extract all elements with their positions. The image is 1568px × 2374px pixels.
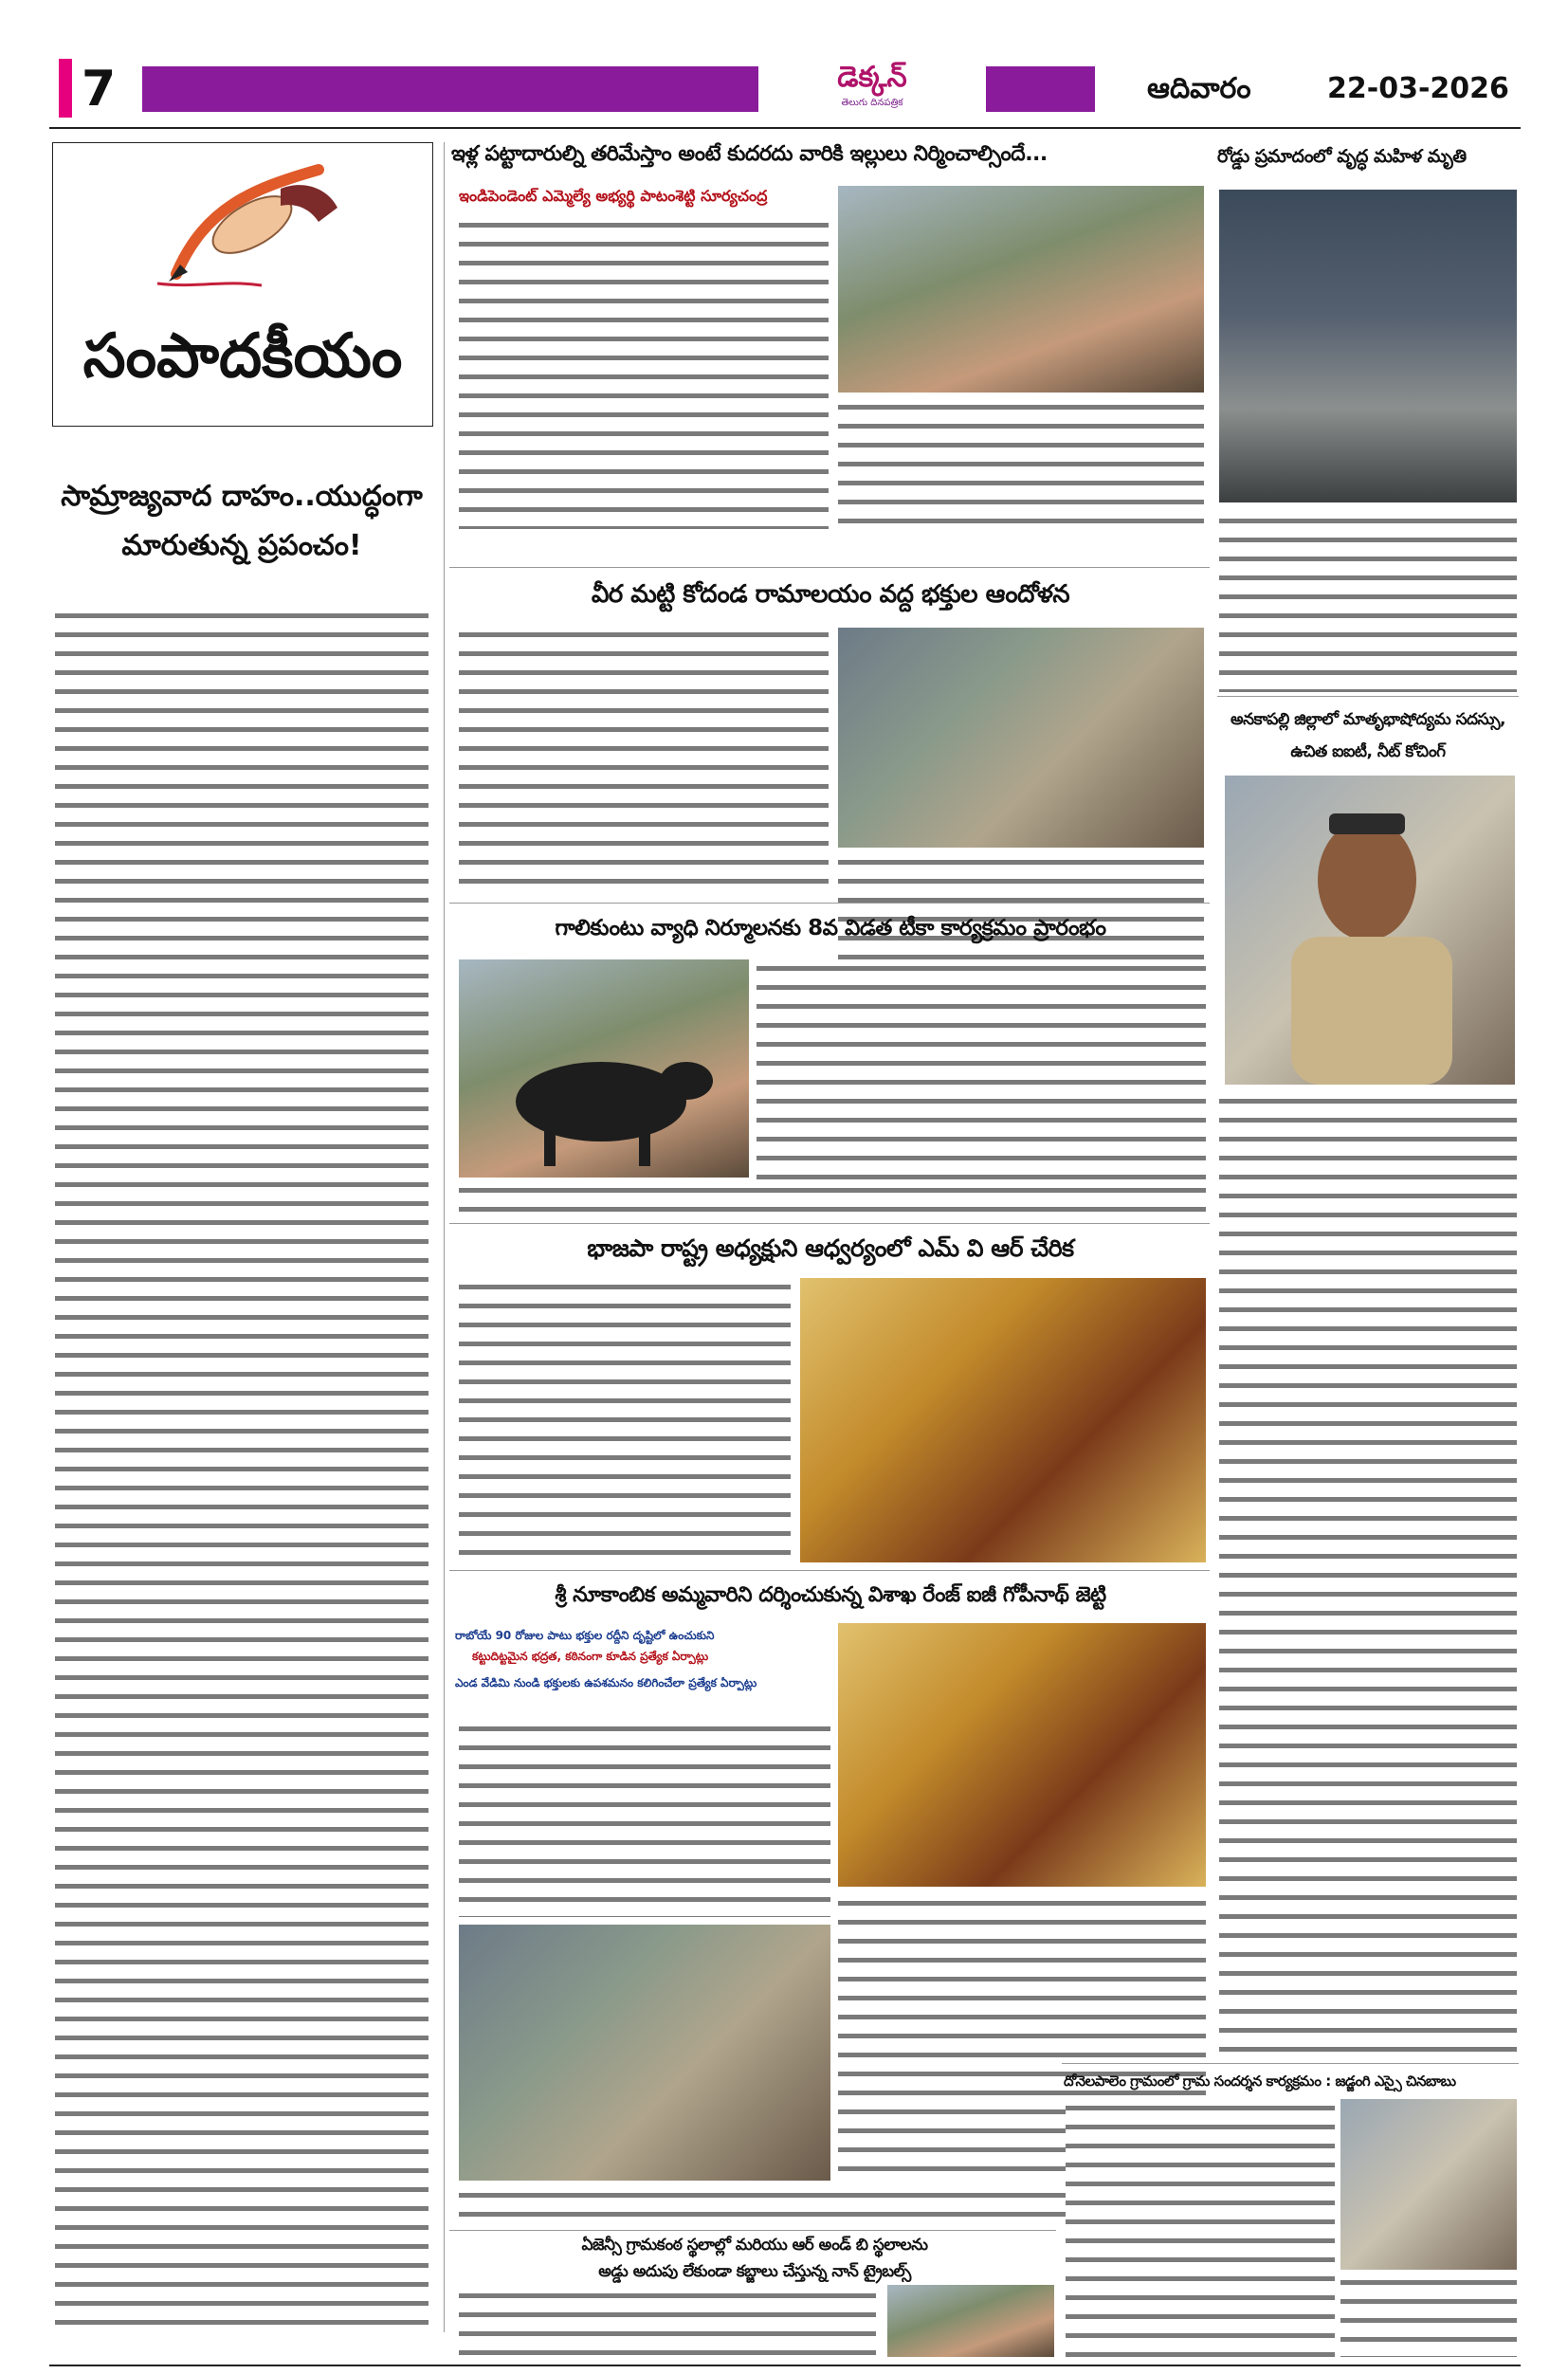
divider-bjp <box>449 1223 1210 1224</box>
divider-ig-visit <box>449 1570 1210 1571</box>
village-visit-headline: దోనెలపాలెం గ్రామంలో గ్రామ సందర్శన కార్యక్రమం : జడ్జంగి ఎస్సై చినబాబు <box>1064 2073 1456 2090</box>
divider-temple <box>449 567 1210 568</box>
editorial-section-title: సంపాదకీయం <box>82 320 403 392</box>
accident-scene-photo <box>1219 190 1517 502</box>
page-number-bar <box>59 59 72 118</box>
issue-date: 22-03-2026 <box>1327 72 1509 105</box>
village-visit-body-text-right <box>1340 2274 1517 2357</box>
tribal-building-photo <box>887 2285 1054 2357</box>
tribal-headline-line1: ఏజెన్సీ గ్రామకంఠ స్థలాల్లో మరియు ఆర్ అండ్ బి స్థలాలను <box>581 2236 928 2255</box>
tribal-headline-line2: అడ్డు అదుపు లేకుండా కబ్జాలు చేస్తున్న నాన్ ట్రైబల్స్ <box>598 2262 911 2281</box>
newspaper-logo <box>758 59 986 119</box>
editorial-headline-line2: మారుతున్న ప్రపంచం! <box>121 529 362 562</box>
housing-photo-caption-text <box>838 398 1204 537</box>
editorial-headline <box>52 444 431 597</box>
divider-vaccination <box>449 903 1210 904</box>
bjp-headline: భాజపా రాష్ట్ర అధ్యక్షుని ఆధ్వర్యంలో ఎమ్ వి ఆర్ చేరిక <box>587 1234 1074 1262</box>
cattle-icon <box>459 959 749 1178</box>
ig-visit-bullet2: ఎండ వేడిమి నుండి భక్తులకు ఉపశమనం కలిగించేలా ప్రత్యేక ఏర్పాట్లు <box>455 1676 757 1689</box>
page-bottom-rule <box>49 2365 1521 2366</box>
housing-protest-photo <box>838 186 1204 393</box>
housing-subhead: ఇండిపెండెంట్ ఎమ్మెల్యే అభ్యర్థి పాటంశెట్టి సూర్యచంద్ర <box>459 187 768 205</box>
divider-tribal <box>449 2230 1056 2231</box>
police-headline-line1: అనకాపల్లి జిల్లాలో మాతృభాషోద్యమ సదస్సు, <box>1231 710 1505 729</box>
vaccination-headline: గాలికుంటు వ్యాధి నిర్మూలనకు 8వ విడత టీకా కార్యక్రమం ప్రారంభం <box>555 916 1106 940</box>
ig-visit-felicitation-photo <box>459 1925 830 2181</box>
village-visit-photo <box>1340 2099 1517 2270</box>
issue-day: ఆదివారం <box>1147 72 1251 105</box>
bjp-event-photo <box>800 1278 1206 1562</box>
bjp-body-text <box>459 1278 791 1562</box>
accident-divider <box>1217 696 1519 697</box>
editorial-body-text <box>55 607 428 2332</box>
editorial-headline-line1: సామ్రాజ్యవాద దాహం..యుద్ధంగా <box>61 480 423 513</box>
masthead-rule <box>49 127 1521 129</box>
accident-body-text <box>1219 512 1517 692</box>
ig-visit-highlights <box>455 1625 830 1716</box>
ig-visit-headline: శ్రీ నూకాంబిక అమ్మవారిని దర్శించుకున్న విశాఖ రేంజ్ ఐజీ గోపీనాథ్ జెట్టి <box>555 1583 1106 1607</box>
logo-text: డెక్కన్ <box>837 61 907 94</box>
police-headline <box>1217 703 1519 768</box>
ig-visit-bullet1-line2: కట్టుదిట్టమైన భద్రత, కఠినంగా కూడిన ప్రత్యేక ఏర్పాట్లు <box>472 1650 709 1663</box>
vaccination-body-text-right <box>757 959 1206 1179</box>
column-divider <box>444 142 445 2332</box>
page-number: 7 <box>82 61 117 118</box>
editorial-label-box <box>52 142 433 427</box>
temple-protest-body-text <box>459 626 829 893</box>
divider-village <box>1062 2063 1519 2064</box>
housing-headline: ఇళ్ల పట్టాదారుల్ని తరిమేస్తాం అంటే కుదరదు వారికి ఇల్లులు నిర్మించాల్సిందే... <box>451 142 1048 166</box>
officer-portrait-icon <box>1225 776 1515 1085</box>
writing-hand-icon <box>138 151 347 293</box>
logo-tagline: తెలుగు దినపత్రిక <box>841 98 903 108</box>
tribal-body-text <box>459 2287 876 2357</box>
accident-headline: రోడ్డు ప్రమాదంలో వృద్ధ మహిళ మృతి <box>1217 146 1467 167</box>
police-headline-line2: ఉచిత ఐఐటీ, నీట్ కోచింగ్ <box>1290 742 1446 761</box>
police-body-text <box>1219 1092 1517 2059</box>
village-visit-body-text <box>1066 2099 1335 2357</box>
goddess-idol-photo <box>838 1623 1206 1887</box>
temple-protest-photo <box>838 628 1204 848</box>
vaccination-body-text-bottom <box>459 1181 1206 1219</box>
temple-protest-headline: వీర మట్టి కోదండ రామాలయం వద్ద భక్తుల ఆందోళన <box>591 580 1070 609</box>
vaccination-cattle-photo <box>459 959 749 1178</box>
ig-visit-body-text <box>459 1720 830 1917</box>
housing-body-text <box>459 216 829 529</box>
ig-visit-bullet1-line1: రాబోయే 90 రోజుల పాటు భక్తుల రద్దీని దృష్టిలో ఉంచుకుని <box>455 1629 715 1642</box>
tribal-headline <box>451 2232 1058 2285</box>
police-officer-photo <box>1225 776 1515 1085</box>
